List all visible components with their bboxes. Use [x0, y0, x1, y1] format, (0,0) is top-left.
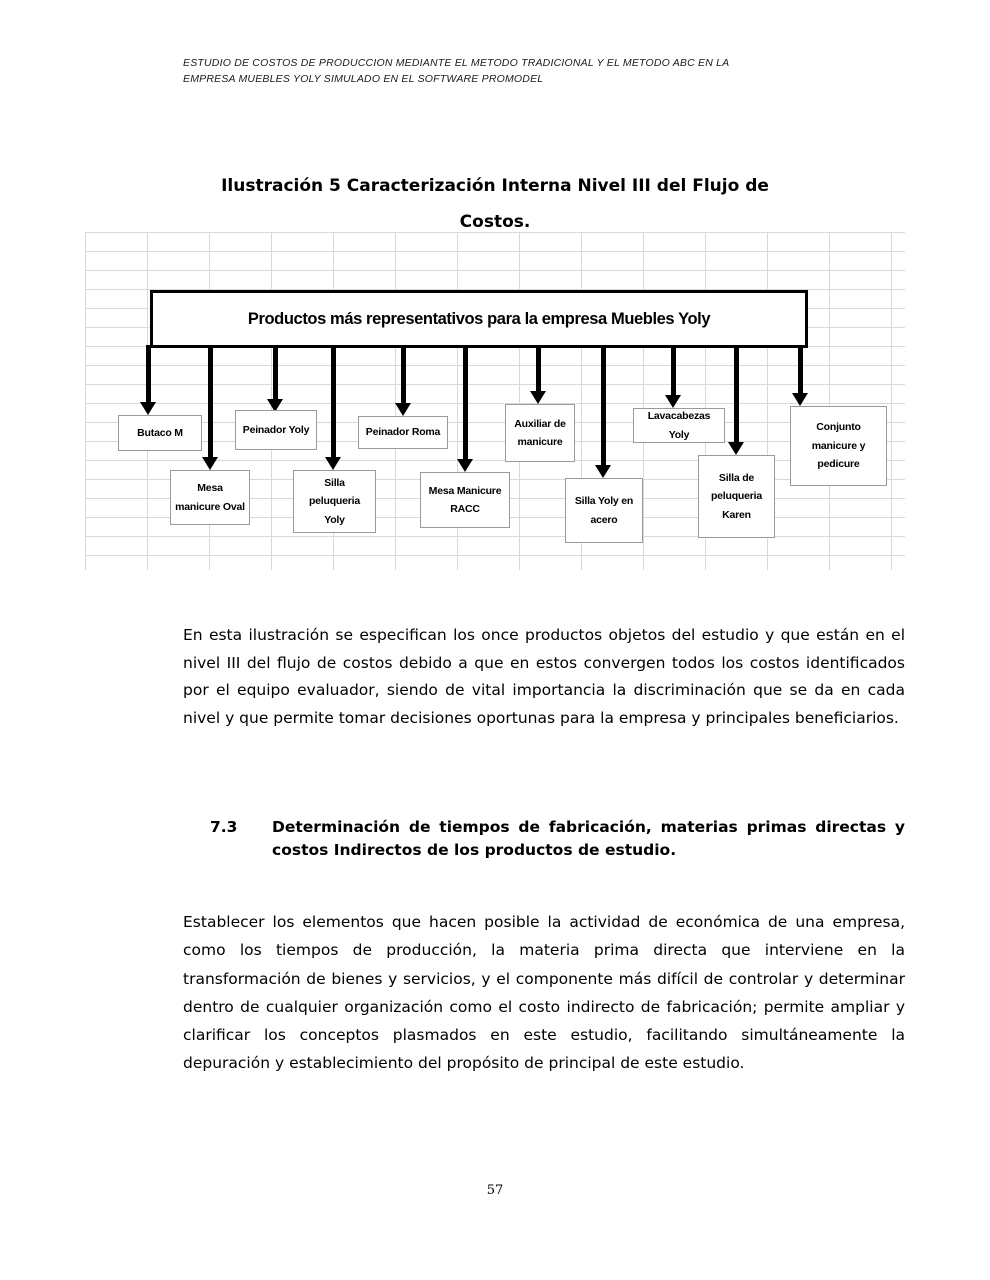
product-box-mesa-manicure-racc: Mesa Manicure RACC — [420, 472, 510, 528]
product-box-mesa-manicure-oval: Mesa manicure Oval — [170, 470, 250, 525]
figure-title-line2: Costos. — [459, 212, 531, 232]
page-number: 57 — [486, 1183, 504, 1198]
arrow-down-icon — [325, 345, 341, 470]
product-box-butaco-m: Butaco M — [118, 415, 202, 451]
arrow-down-icon — [595, 345, 611, 478]
section-heading-text: Determinación de tiempos de fabricación, materias primas directas y costos Indirectos de los productos de estudio. — [272, 818, 905, 859]
running-header-line1: ESTUDIO DE COSTOS DE PRODUCCION MEDIANTE EL METODO TRADICIONAL Y EL METODO ABC EN LA — [183, 57, 730, 69]
arrow-down-icon — [267, 345, 283, 412]
body-paragraph-1: En esta ilustración se especifican los once productos objetos del estudio y que están en el nivel III del flujo de costos debido a que en estos convergen todos los costos identificados por el equipo evaluador, siendo de vital importancia la discriminación que se da en cada nivel y que permite tomar decisiones oportunas para la empresa y principales beneficiarios. — [183, 626, 905, 727]
arrow-down-icon — [792, 345, 808, 406]
running-header-line2: EMPRESA MUEBLES YOLY SIMULADO EN EL SOFTWARE PROMODEL — [183, 72, 544, 85]
figure-title — [85, 168, 905, 240]
product-box-silla-peluqueria-yoly: Silla peluqueria Yoly — [293, 470, 376, 533]
arrow-down-icon — [530, 345, 546, 404]
section-heading — [210, 816, 905, 862]
arrow-down-icon — [728, 345, 744, 455]
diagram-root-label: Productos más representativos para la empresa Muebles Yoly — [247, 309, 711, 328]
arrow-down-icon — [665, 345, 681, 408]
section-number: 7.3 — [210, 818, 238, 836]
product-box-silla-yoly-acero: Silla Yoly en acero — [565, 478, 643, 543]
product-box-lavacabezas-yoly: Lavacabezas Yoly — [633, 408, 725, 443]
running-header — [183, 56, 913, 87]
product-box-peinador-yoly: Peinador Yoly — [235, 410, 317, 450]
product-box-silla-peluqueria-karen: Silla de peluqueria Karen — [698, 455, 775, 538]
product-box-peinador-roma: Peinador Roma — [358, 416, 448, 449]
product-box-conjunto-manicure: Conjunto manicure y pedicure — [790, 406, 887, 486]
diagram-root-box — [150, 290, 808, 348]
arrow-down-icon — [457, 345, 473, 472]
arrow-down-icon — [202, 345, 218, 470]
product-box-auxiliar-manicure: Auxiliar de manicure — [505, 404, 575, 462]
arrow-down-icon — [140, 345, 156, 415]
figure-title-line1: Ilustración 5 Caracterización Interna Nivel III del Flujo de — [221, 176, 769, 196]
flow-diagram — [85, 232, 905, 570]
body-paragraph-2: Establecer los elementos que hacen posible la actividad de económica de una empresa, como los tiempos de producción, la materia prima directa que interviene en la transformación de bienes y servicios, y el componente más difícil de controlar y determinar dentro de cualquier organización como el costo indirecto de fabricación; permite ampliar y clarificar los conceptos plasmados en este estudio, facilitando simultáneamente la depuración y establecimiento del propósito de principal de este estudio. — [183, 913, 905, 1073]
arrow-down-icon — [395, 345, 411, 416]
